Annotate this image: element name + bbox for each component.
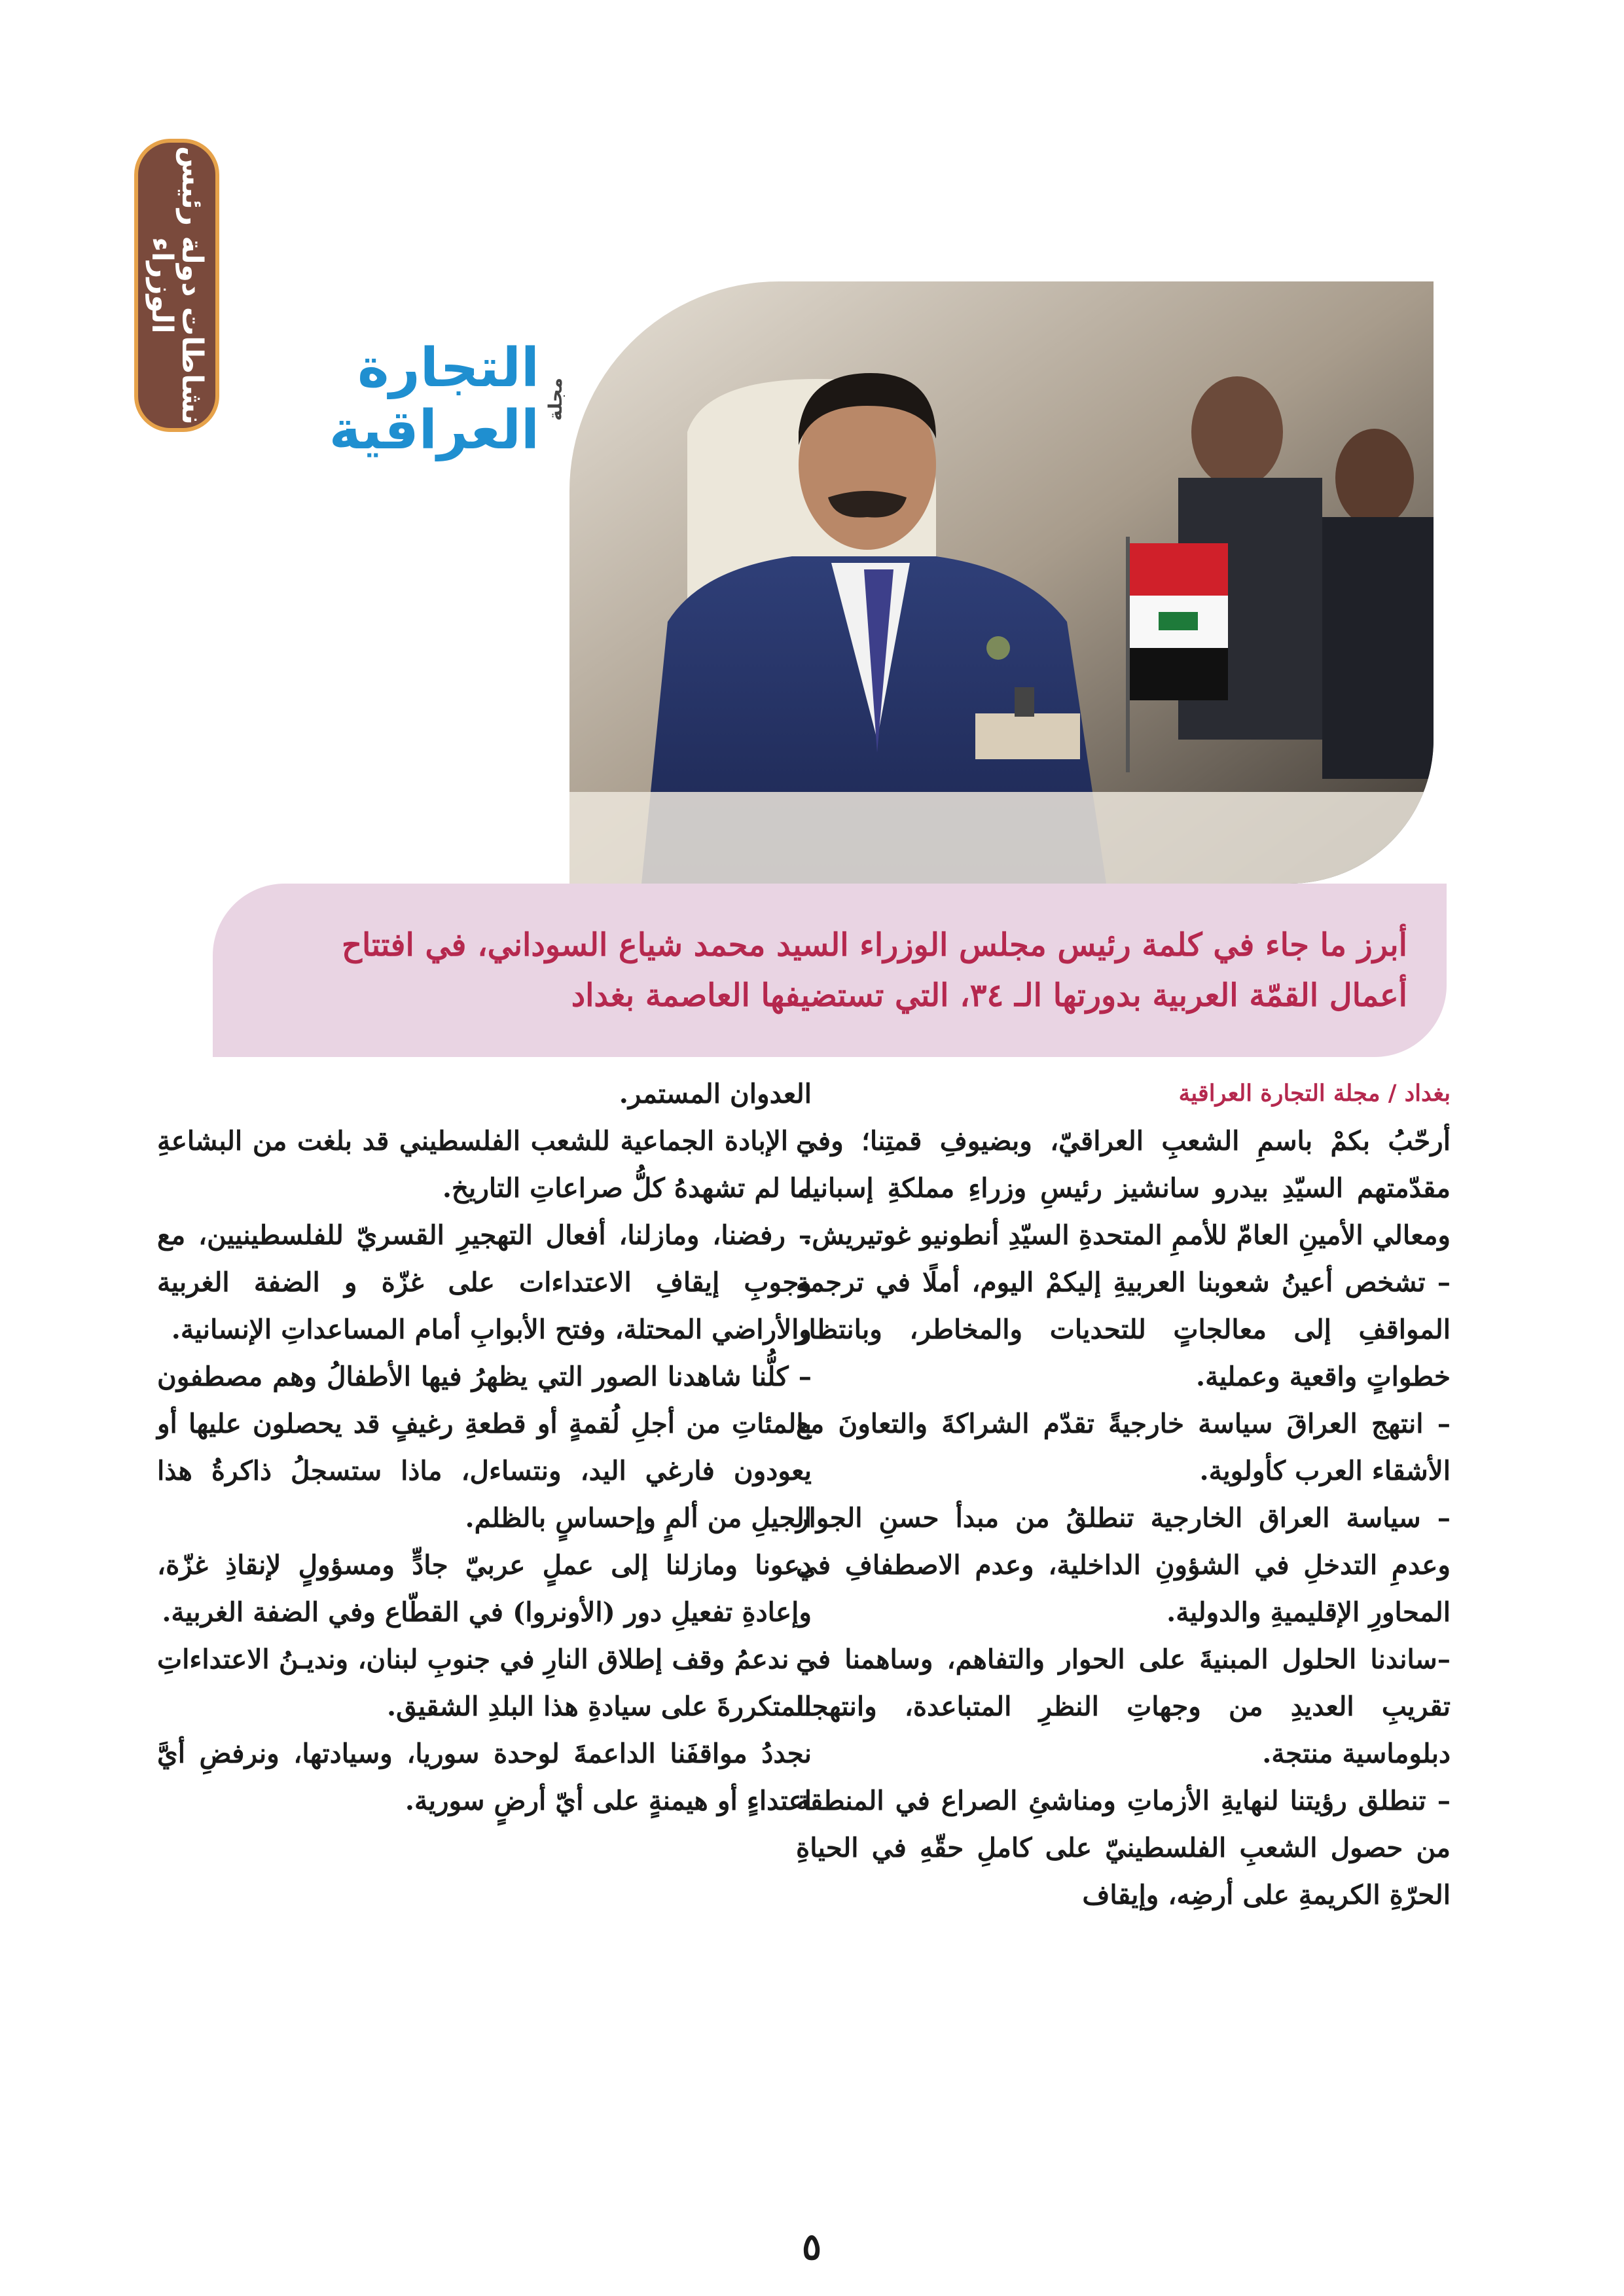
paragraph: – الإبادة الجماعية للشعب الفلسطيني قد بلغت من البشاعةِ ما لم تشهدهُ كلُّ صراعاتِ التاريخ. [157, 1125, 812, 1204]
paragraph: – رفضنا، ومازلنا، أفعال التهجيرِ القسريّ للفلسطينيين، مع وجوبِ إيقافِ الاعتداءات على غزّة و الضفة الغربية والأراضي المحتلة، وفتح الأبوابِ أمام المساعداتِ الإنسانية. [157, 1219, 812, 1345]
headline-line-2: أعمال القمّة العربية بدورتها الـ ٣٤، التي تستضيفها العاصمة بغداد [571, 977, 1407, 1014]
paragraph: –ساندنا الحلول المبنيةَ على الحوار والتفاهم، وساهمنا في تقريبِ العديدِ من وجهاتِ النظرِ المتباعدة، وانتهجنا دبلوماسية منتجة. [796, 1643, 1451, 1769]
magazine-logo [226, 337, 566, 461]
paragraph: – سياسة العراق الخارجية تنطلقُ من مبدأ حسنِ الجوار وعدمِ التدخلِ في الشؤونِ الداخلية، وعدم الاصطفافِ في المحاورِ الإقليميةِ والدولية. [796, 1502, 1451, 1628]
paragraph: – تنطلق رؤيتنا لنهايةِ الأزماتِ ومناشئِ الصراع في المنطقة من حصول الشعبِ الفلسطينيّ على كاملِ حقّهِ في الحياةِ الحرّةِ الكريمةِ على أرضِه، وإيقاف [796, 1785, 1451, 1910]
section-tab-label [147, 146, 207, 425]
page-number: ٥ [801, 2225, 822, 2269]
article-column-right [796, 1070, 1451, 1918]
headline-box [213, 884, 1447, 1057]
logo-prefix: مجلة [545, 378, 566, 421]
paragraph: – تشخص أعينُ شعوبنا العربيةِ إليكمْ اليوم، أملًا في ترجمةِ المواقفِ إلى معالجاتٍ للتحديات والمخاطر، وبانتظار خطواتٍ واقعية وعملية. [796, 1266, 1451, 1392]
paragraph: – انتهج العراقَ سياسة خارجيةً تقدّم الشراكةَ والتعاونَ مع الأشقاء العرب كأولوية. [796, 1408, 1451, 1486]
logo-title: التجارة العراقية [329, 337, 539, 461]
article-column-left [157, 1070, 812, 1824]
paragraph: نجددُ مواقفَنا الداعمةَ لوحدة سوريا، وسيادتها، ونرفضِ أيَّ اعتداءٍ أو هيمنةٍ على أيّ أرضٍ سورية. [157, 1738, 812, 1816]
paragraph: – كلُّنا شاهدنا الصور التي يظهرُ فيها الأطفالُ وهم مصطفون بالمئاتِ من أجلِ لُقمةٍ أو قطعةِ رغيفٍ قد يحصلون عليها أو يعودون فارغي اليد، ونتساءل، ماذا ستسجلُ ذاكرةُ هذا الجيلِ من ألمٍ وإحساسٍ بالظلم. [157, 1361, 812, 1534]
section-tab [134, 139, 219, 432]
paragraph: أرحّبُ بكمْ باسمِ الشعبِ العراقيّ، وبضيوفِ قمتِنا؛ وفي مقدّمتهم السيّدِ بيدرو سانشيز رئيسِ وزراءِ مملكةِ إسبانيا، ومعالي الأمينِ العامّ للأممِ المتحدةِ السيّدِ أنطونيو غوتيريش. [796, 1125, 1451, 1251]
paragraph: العدوان المستمر. [619, 1078, 812, 1109]
section-tab-line2: الوزراء [145, 237, 179, 334]
paragraph: – ندعمُ وقف إطلاق النارِ في جنوبِ لبنان، ونديـنُ الاعتداءاتِ المتكررةَ على سيادةِ هذا البلدِ الشقيق. [157, 1643, 812, 1722]
section-tab-line1: نشاطات دولة رئيس [175, 146, 209, 425]
paragraph: دعونا ومازلنا إلى عملٍ عربيّ جادٍّ ومسؤولٍ لإنقاذِ غزّة، وإعادةِ تفعيلِ دور (الأونروا) في القطّاع وفي الضفة الغربية. [157, 1549, 812, 1628]
prime-minister-photo [569, 281, 1434, 884]
headline-line-1: أبرز ما جاء في كلمة رئيس مجلس الوزراء السيد محمد شياع السوداني، في افتتاح [341, 926, 1407, 963]
dateline: بغداد / مجلة التجارة العراقية [1178, 1080, 1451, 1107]
